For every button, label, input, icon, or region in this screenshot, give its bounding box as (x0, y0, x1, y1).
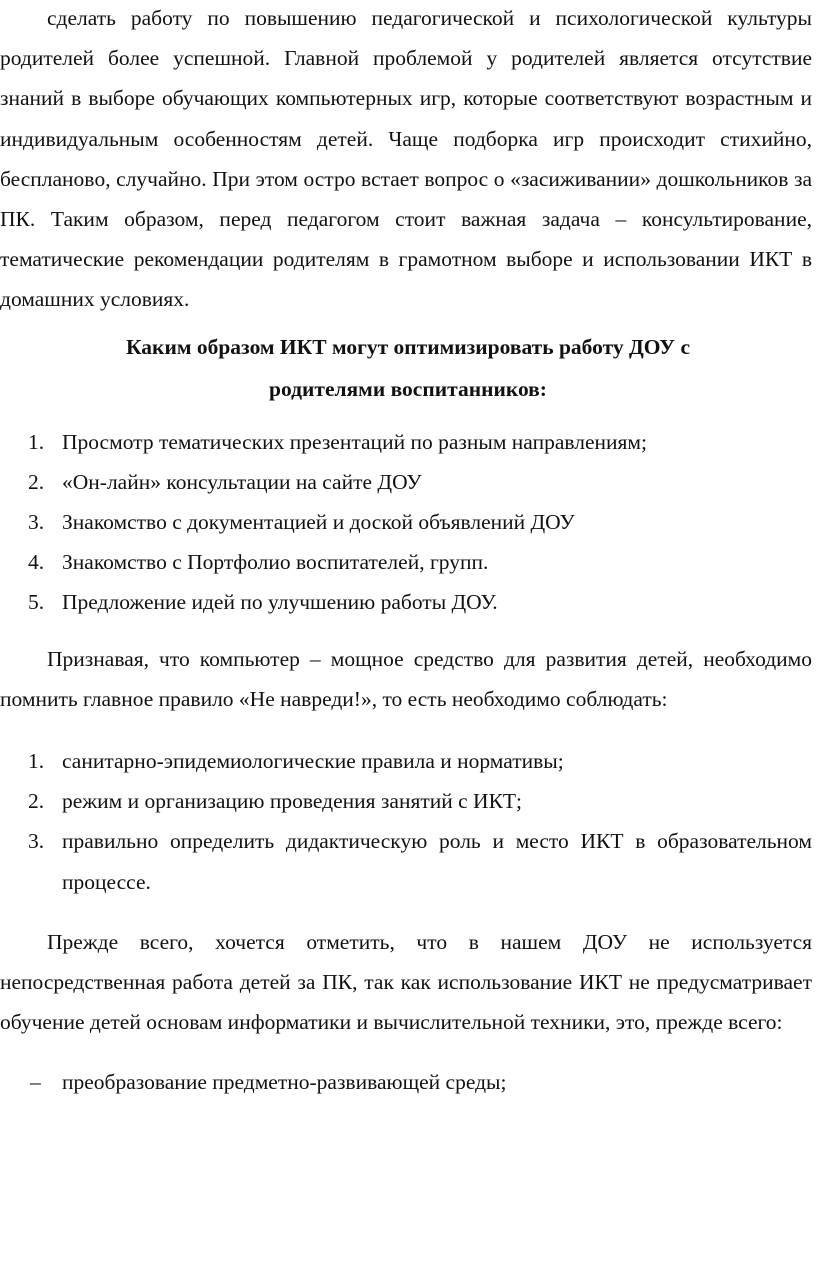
list-item-text: санитарно-эпидемиологические правила и нормативы; (62, 749, 564, 774)
list-item-text: «Он-лайн» консультации на сайте ДОУ (62, 469, 422, 494)
list-item-text: Просмотр тематических презентаций по разным направлениям; (62, 429, 647, 454)
paragraph-2: Признавая, что компьютер – мощное средство для развития детей, необходимо помнить главное правило «Не навреди!», то есть необходимо соблюдать: (0, 646, 812, 711)
heading-line-2: родителями воспитанников: (269, 376, 547, 401)
intro-paragraph: сделать работу по повышению педагогической и психологической культуры родителей более успешной. Главной проблемой у родителей является отсутствие знаний в выборе обучающих компьютерных игр, которые соответствуют возрастным и индивидуальным особенностям детей. Чаще подборка игр происходит стихийно, бесплановo, случайно. При этом остро встает вопрос о «засиживании» дошкольников за ПК. Таким образом, перед педагогом стоит важная задача – консультирование, тематические рекомендации родителям в грамотном выборе и использовании ИКТ в домашних условиях. (0, 6, 812, 312)
list-number: 2. (28, 789, 45, 814)
list-item (0, 462, 812, 502)
list-item (0, 582, 812, 622)
list-item-text: Знакомство с документацией и доской объявлений ДОУ (62, 510, 575, 535)
list-item-text: правильно определить дидактическую роль и место ИКТ в образовательном процессе. (62, 829, 812, 894)
list-item (0, 781, 812, 821)
list-number: 5. (28, 590, 45, 615)
section-heading (0, 326, 816, 410)
list-item (0, 502, 812, 542)
paragraph-3: Прежде всего, хочется отметить, что в нашем ДОУ не используется непосредственная работа детей за ПК, так как использование ИКТ не предусматривает обучение детей основам информатики и вычислительной техники, это, прежде всего: (0, 929, 812, 1035)
list-item-text: преобразование предметно-развивающей среды; (62, 1070, 507, 1095)
list-item (0, 741, 812, 781)
list-item (0, 542, 812, 582)
rules-list (0, 741, 816, 902)
list-number: 2. (28, 469, 45, 494)
list-number: 1. (28, 429, 45, 454)
list-number: 4. (28, 550, 45, 575)
list-item-text: режим и организацию проведения занятий с ИКТ; (62, 789, 523, 814)
list-number: 3. (28, 510, 45, 535)
list-item (0, 1062, 816, 1102)
list-item (0, 821, 812, 901)
heading-line-1: Каким образом ИКТ могут оптимизировать работу ДОУ с (126, 334, 690, 359)
list-number: 3. (28, 829, 45, 854)
list-dash: – (30, 1070, 41, 1095)
ict-usage-list (0, 1062, 816, 1102)
list-item-text: Знакомство с Портфолио воспитателей, групп. (62, 550, 489, 575)
list-item (0, 422, 812, 462)
list-item-text: Предложение идей по улучшению работы ДОУ. (62, 590, 498, 615)
list-number: 1. (28, 749, 45, 774)
ict-benefits-list (0, 422, 816, 623)
